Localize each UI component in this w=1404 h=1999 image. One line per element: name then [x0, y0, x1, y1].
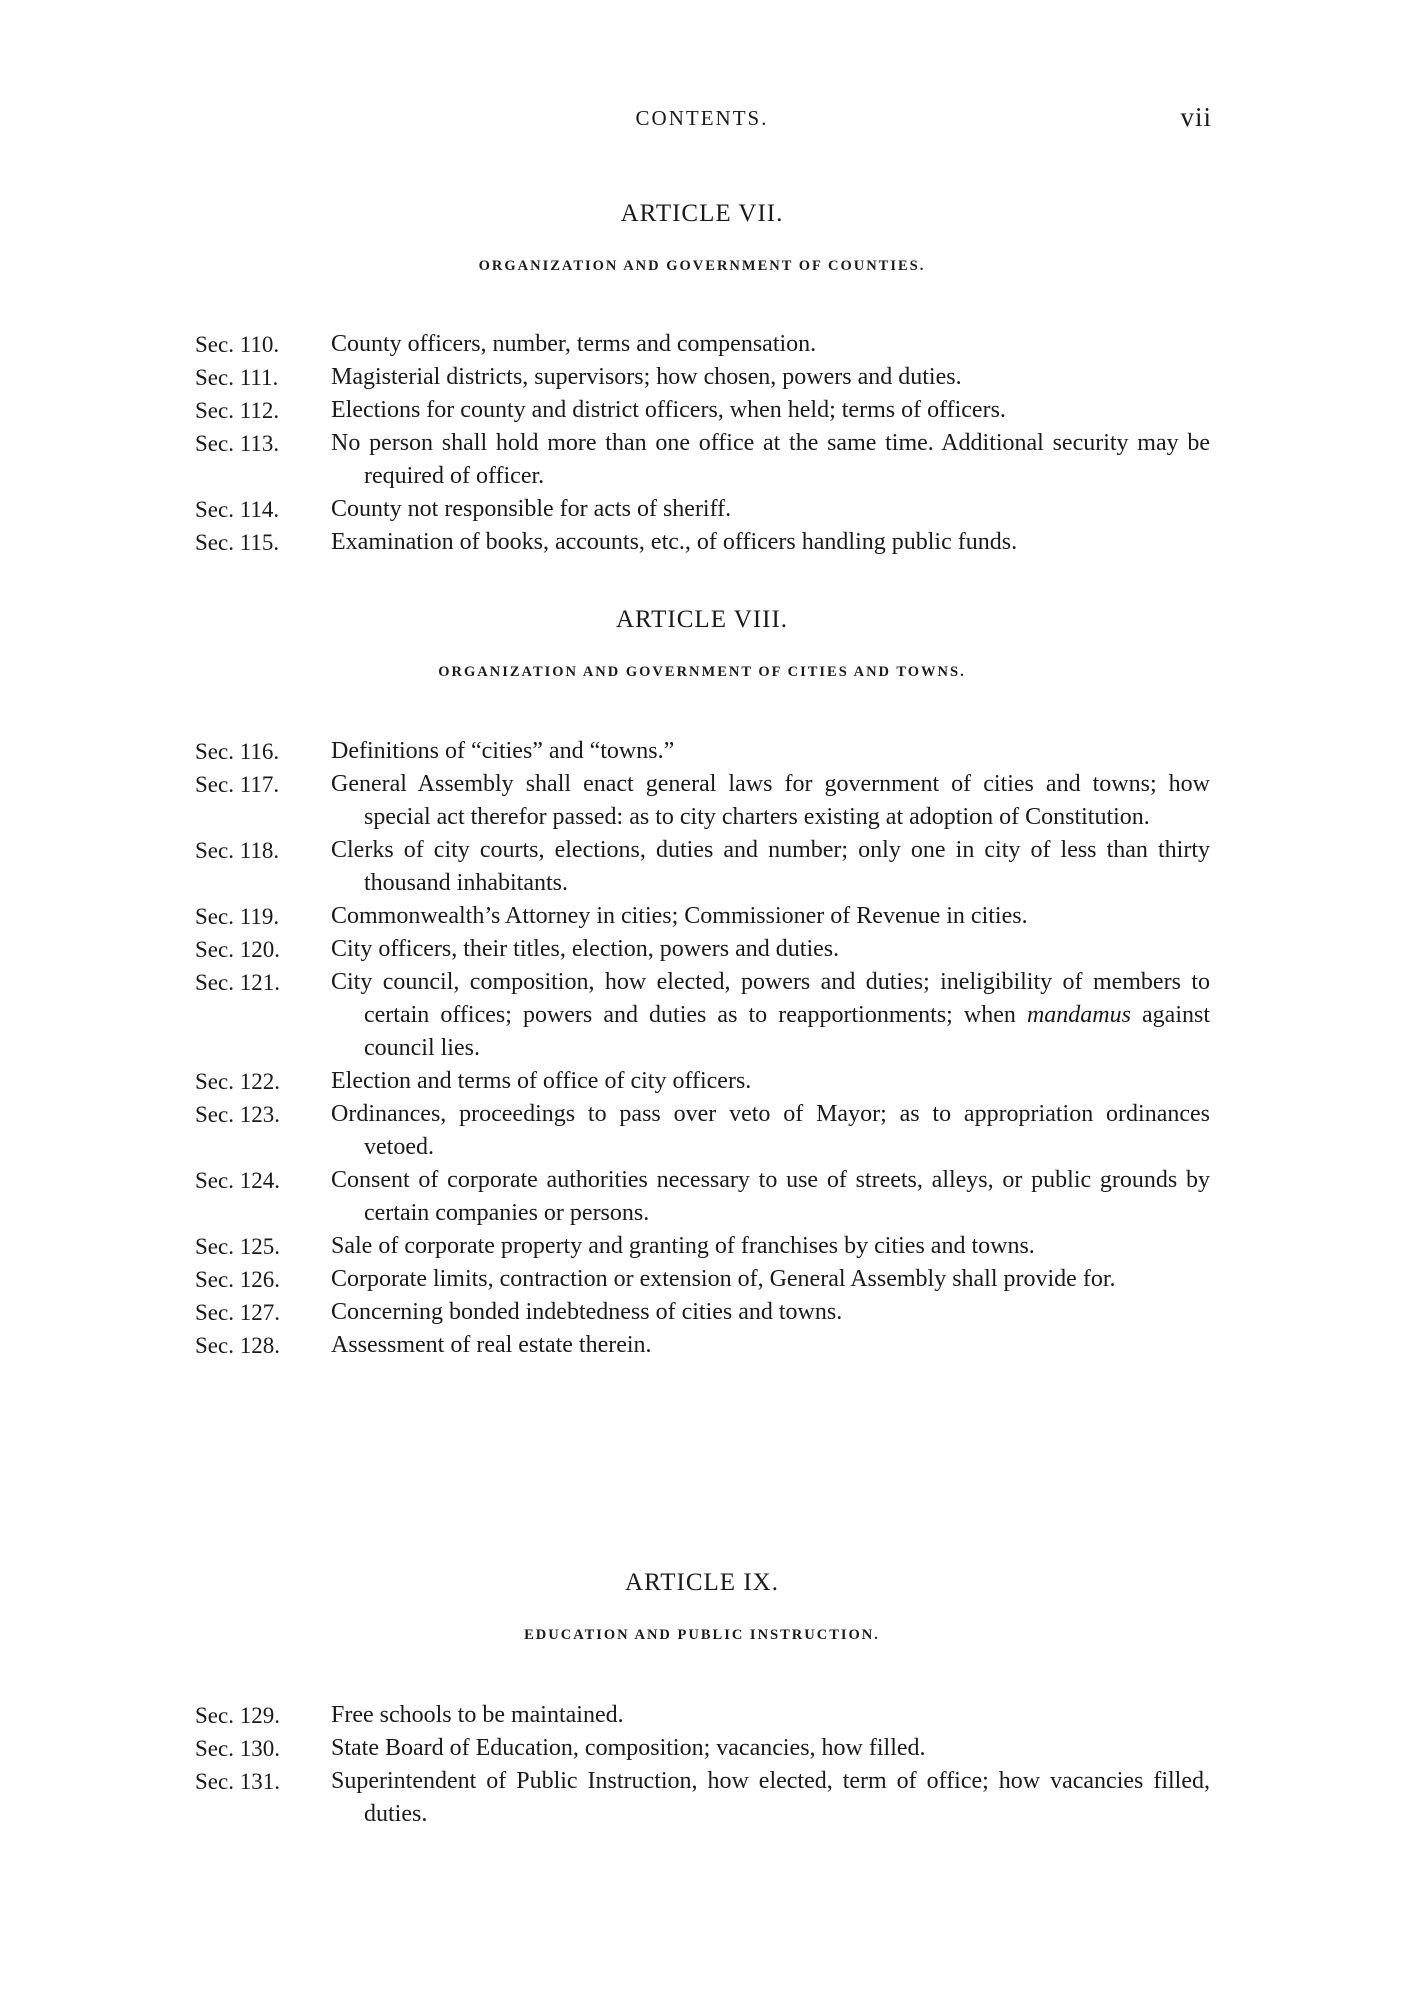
section-description: Consent of corporate authorities necessary to use of streets, alleys, or public grounds by certain companies or persons.: [331, 1167, 1210, 1226]
section-number: Sec. 121.: [195, 970, 280, 995]
section-number: Sec. 124.: [195, 1168, 280, 1193]
section-entry: [195, 1065, 1210, 1098]
section-number: Sec. 125.: [195, 1234, 280, 1259]
section-description: Assessment of real estate therein.: [331, 1332, 652, 1358]
section-entry: [195, 1230, 1210, 1263]
section-description: Commonwealth’s Attorney in cities; Commissioner of Revenue in cities.: [331, 903, 1028, 929]
section-description: Election and terms of office of city officers.: [331, 1068, 752, 1094]
section-description: Elections for county and district officers, when held; terms of officers.: [331, 397, 1006, 423]
section-number: Sec. 128.: [195, 1333, 280, 1358]
section-entry: [195, 1098, 1210, 1164]
section-entry: [195, 427, 1210, 493]
section-entry: [195, 834, 1210, 900]
running-title: CONTENTS.: [635, 106, 769, 130]
section-entry: [195, 1699, 1210, 1732]
section-number: Sec. 123.: [195, 1102, 280, 1127]
article-subtitle: ORGANIZATION AND GOVERNMENT OF CITIES AND TOWNS.: [438, 664, 966, 680]
section-number: Sec. 119.: [195, 904, 280, 929]
section-entry: [195, 1296, 1210, 1329]
section-entry: [195, 900, 1210, 933]
section-entry: [195, 1263, 1210, 1296]
article-title: ARTICLE IX.: [625, 1569, 779, 1596]
section-number: Sec. 112.: [195, 398, 280, 423]
section-number: Sec. 113.: [195, 431, 280, 456]
article-subtitle: EDUCATION AND PUBLIC INSTRUCTION.: [524, 1627, 880, 1643]
article-heading: [0, 1567, 1404, 1645]
section-description: City officers, their titles, election, powers and duties.: [331, 936, 840, 962]
running-head: [0, 104, 1404, 134]
section-description: No person shall hold more than one office at the same time. Additional security may be required of officer.: [331, 430, 1210, 489]
section-description: Examination of books, accounts, etc., of officers handling public funds.: [331, 529, 1018, 555]
section-entry: [195, 526, 1210, 559]
section-number: Sec. 130.: [195, 1736, 280, 1761]
page-number: vii: [1180, 102, 1212, 132]
section-entry: [195, 735, 1210, 768]
section-number: Sec. 117.: [195, 772, 280, 797]
section-number: Sec. 115.: [195, 530, 280, 555]
section-entry: [195, 1164, 1210, 1230]
section-entry: [195, 768, 1210, 834]
section-description: County not responsible for acts of sheriff.: [331, 496, 732, 522]
section-number: Sec. 110.: [195, 332, 280, 357]
section-number: Sec. 129.: [195, 1703, 280, 1728]
section-list: [195, 1699, 1210, 1831]
article-heading: [0, 198, 1404, 276]
section-list: [195, 328, 1210, 559]
section-description: Free schools to be maintained.: [331, 1702, 624, 1728]
section-description: State Board of Education, composition; vacancies, how filled.: [331, 1735, 926, 1761]
section-entry: [195, 1329, 1210, 1362]
section-number: Sec. 127.: [195, 1300, 280, 1325]
section-description: Magisterial districts, supervisors; how chosen, powers and duties.: [331, 364, 962, 390]
section-number: Sec. 126.: [195, 1267, 280, 1292]
section-description: Ordinances, proceedings to pass over veto of Mayor; as to appropriation ordinances vetoed.: [331, 1101, 1210, 1160]
article-subtitle: ORGANIZATION AND GOVERNMENT OF COUNTIES.: [478, 258, 926, 274]
section-list: [195, 735, 1210, 1362]
section-description: County officers, number, terms and compensation.: [331, 331, 817, 357]
section-description: Definitions of “cities” and “towns.”: [331, 738, 675, 764]
section-entry: [195, 361, 1210, 394]
section-description: General Assembly shall enact general laws for government of cities and towns; how special act therefor passed: as to city charters existing at adoption of Constitution.: [331, 771, 1210, 830]
section-entry: [195, 966, 1210, 1065]
section-number: Sec. 120.: [195, 937, 280, 962]
article-title: ARTICLE VII.: [620, 200, 784, 227]
section-description: Corporate limits, contraction or extension of, General Assembly shall provide for.: [331, 1266, 1116, 1292]
article-heading: [0, 604, 1404, 682]
section-description: City council, composition, how elected, powers and duties; ineligibility of members to certain offices; powers and duties as to reapportionments; when mandamus against council lies.: [331, 969, 1210, 1061]
section-entry: [195, 328, 1210, 361]
section-description: Superintendent of Public Instruction, how elected, term of office; how vacancies filled, duties.: [331, 1768, 1210, 1827]
section-number: Sec. 118.: [195, 838, 280, 863]
section-description: Concerning bonded indebtedness of cities and towns.: [331, 1299, 843, 1325]
section-description: Sale of corporate property and granting of franchises by cities and towns.: [331, 1233, 1035, 1259]
section-entry: [195, 933, 1210, 966]
section-number: Sec. 122.: [195, 1069, 280, 1094]
section-entry: [195, 1765, 1210, 1831]
section-number: Sec. 116.: [195, 739, 280, 764]
section-entry: [195, 1732, 1210, 1765]
section-number: Sec. 114.: [195, 497, 280, 522]
section-description: Clerks of city courts, elections, duties and number; only one in city of less than thirty thousand inhabitants.: [331, 837, 1210, 896]
section-entry: [195, 394, 1210, 427]
italic-term: mandamus: [1026, 1002, 1131, 1028]
article-title: ARTICLE VIII.: [615, 606, 789, 633]
section-entry: [195, 493, 1210, 526]
section-number: Sec. 111.: [195, 365, 279, 390]
section-number: Sec. 131.: [195, 1769, 280, 1794]
